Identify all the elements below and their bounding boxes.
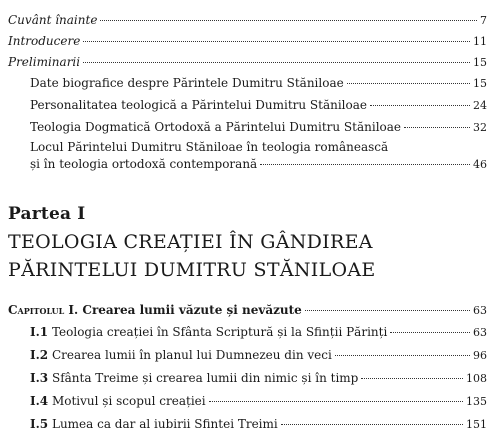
section-number: I.2: [30, 348, 49, 362]
toc-entry-page: 63: [473, 304, 487, 317]
toc-entry-page: 96: [473, 349, 487, 362]
section-heading: [30, 371, 358, 385]
leader-dots: [260, 164, 470, 165]
toc-entry-locul[interactable]: [30, 139, 487, 173]
toc-entry-title: Crearea lumii în planul lui Dumnezeu din veci: [51, 348, 332, 362]
toc-entry-page: 7: [480, 14, 487, 27]
section-heading: [30, 348, 332, 362]
leader-dots: [370, 105, 470, 106]
leader-dots: [281, 424, 463, 425]
leader-dots: [83, 62, 470, 63]
toc-entry-section-1-3[interactable]: [30, 371, 487, 386]
toc-entry-personalitatea[interactable]: [30, 98, 487, 113]
toc-entry-introducere[interactable]: [8, 34, 487, 49]
section-number: I.5: [30, 417, 49, 431]
toc-entry-title: Motivul și scopul creației: [51, 394, 206, 408]
section-heading: [30, 325, 387, 339]
section-heading: [30, 394, 206, 408]
leader-dots: [347, 83, 470, 84]
part-title: TEOLOGIA CREAȚIEI ÎN GÂNDIREA PĂRINTELUI DUMITRU STĂNILOAE: [8, 231, 376, 281]
toc-entry-title: Personalitatea teologică a Părintelui Dumitru Stăniloae: [30, 98, 367, 112]
toc-entry-page: 108: [466, 372, 487, 385]
leader-dots: [335, 355, 470, 356]
toc-entry-page: 15: [473, 56, 487, 69]
chapter-heading: [8, 303, 302, 317]
toc-entry-cuvant-inainte[interactable]: [8, 13, 487, 28]
toc-entry-teologia-dogmatica[interactable]: [30, 120, 487, 135]
section-number: I.3: [30, 371, 49, 385]
toc-entry-title-line2: și în teologia ortodoxă contemporană: [30, 157, 258, 171]
leader-dots: [83, 41, 470, 42]
toc-entry-title: Teologia creației în Sfânta Scriptură și la Sfinții Părinți: [51, 325, 388, 339]
leader-dots: [305, 310, 470, 311]
leader-dots: [100, 20, 477, 21]
toc-entry-page: 135: [466, 395, 487, 408]
toc-entry-title: Preliminarii: [8, 55, 81, 69]
toc-entry-title: Teologia Dogmatică Ortodoxă a Părintelui Dumitru Stăniloae: [30, 120, 402, 134]
toc-entry-page: 63: [473, 326, 487, 339]
toc-entry-date-biografice[interactable]: [30, 76, 487, 91]
toc-entry-section-1-1[interactable]: [30, 325, 487, 340]
toc-entry-page: 46: [473, 158, 487, 171]
toc-entry-section-1-5[interactable]: [30, 417, 487, 432]
section-heading: [30, 417, 278, 431]
toc-entry-page: 32: [473, 121, 487, 134]
toc-entry-preliminarii[interactable]: [8, 55, 487, 70]
section-number: I.4: [30, 394, 49, 408]
toc-entry-section-1-2[interactable]: [30, 348, 487, 363]
leader-dots: [209, 401, 463, 402]
toc-entry-title: Date biografice despre Părintele Dumitru Stăniloae: [30, 76, 344, 90]
toc-entry-title: Sfânta Treime și crearea lumii din nimic și în timp: [51, 371, 359, 385]
toc-entry-page: 11: [473, 35, 487, 48]
leader-dots: [361, 378, 463, 379]
toc-entry-page: 15: [473, 77, 487, 90]
chapter-title: Crearea lumii văzute și nevăzute: [82, 303, 302, 317]
toc-entry-page: 151: [466, 418, 487, 431]
part-label: Partea I: [8, 204, 86, 224]
section-number: I.1: [30, 325, 49, 339]
toc-entry-title-line1: Locul Părintelui Dumitru Stăniloae în teologia românească: [30, 140, 389, 154]
toc-entry-title: Lumea ca dar al iubirii Sfintei Treimi: [51, 417, 278, 431]
toc-entry-chapter-1[interactable]: [8, 303, 487, 318]
leader-dots: [404, 127, 470, 128]
toc-entry-page: 24: [473, 99, 487, 112]
leader-dots: [390, 332, 470, 333]
chapter-label: Capitolul I.: [8, 303, 79, 317]
toc-entry-title: Cuvânt înainte: [8, 13, 98, 27]
toc-entry-section-1-4[interactable]: [30, 394, 487, 409]
toc-entry-title: Introducere: [8, 34, 81, 48]
